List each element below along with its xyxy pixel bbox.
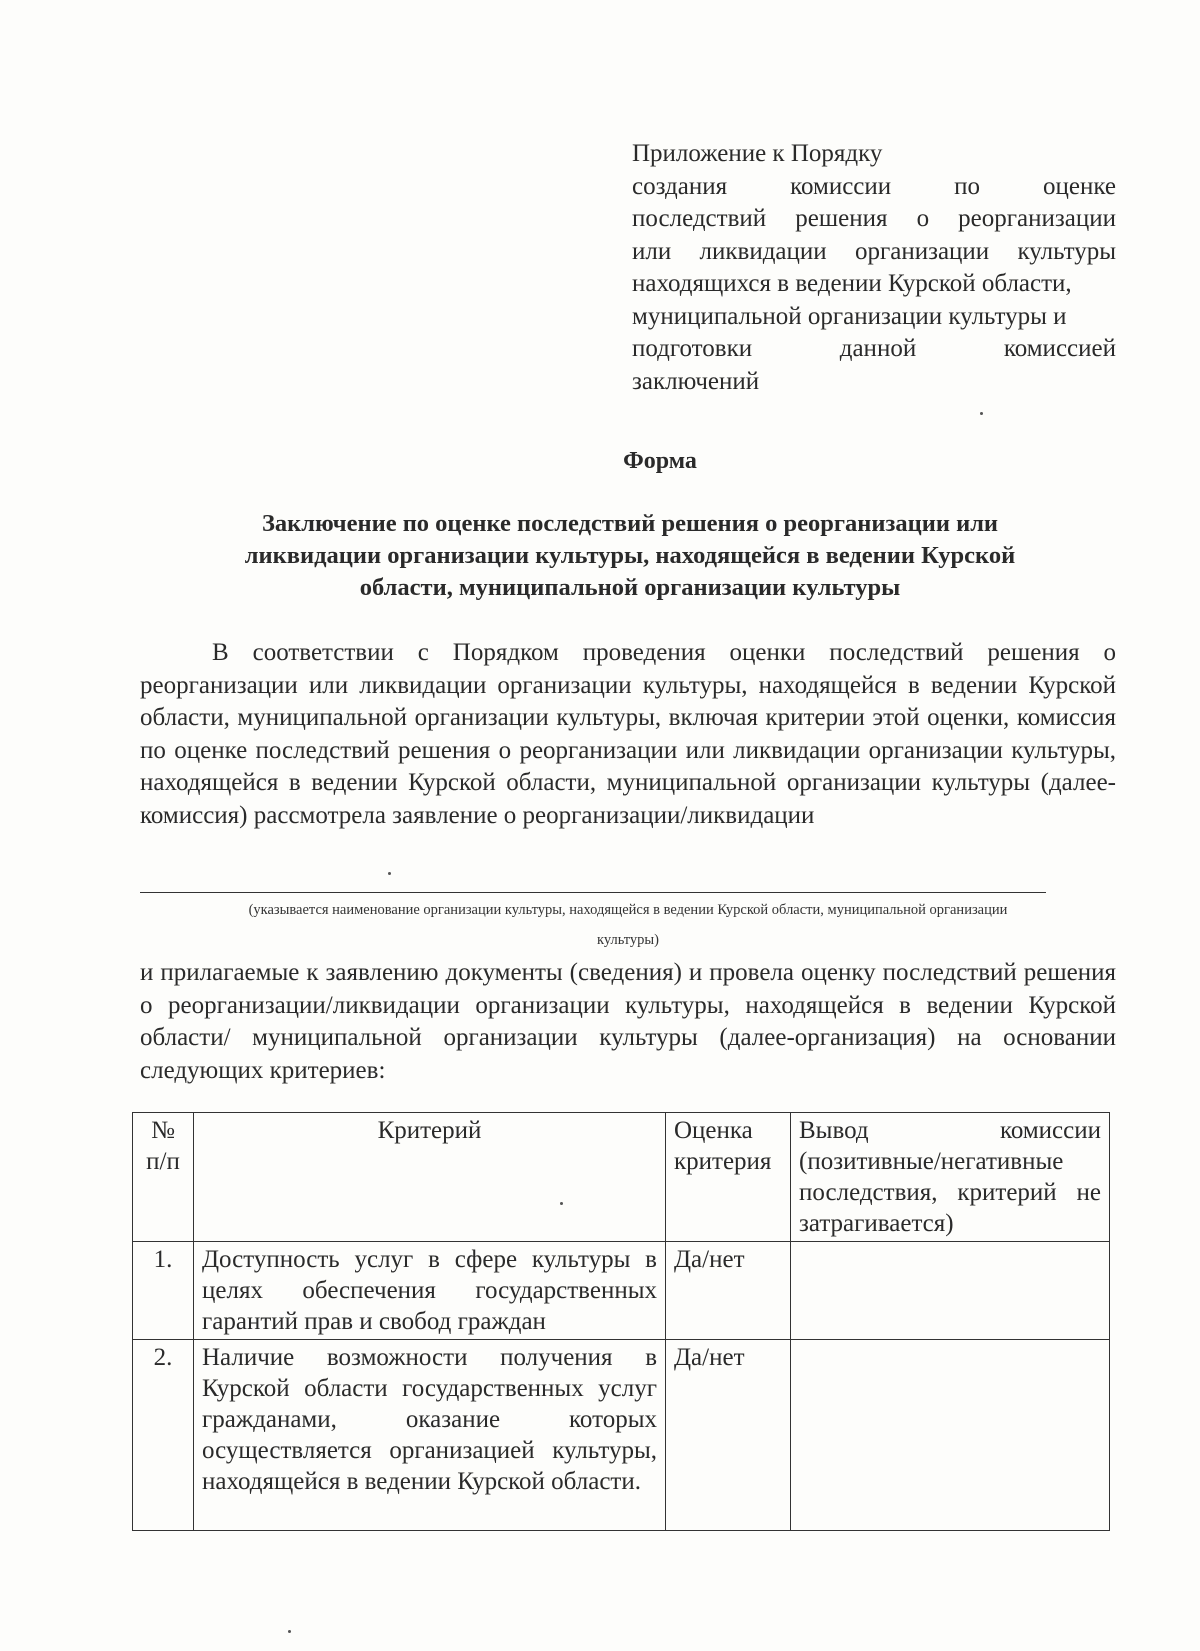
blank-caption-line: культуры) — [597, 932, 659, 948]
row-num: 2. — [133, 1340, 194, 1531]
form-label: Форма — [623, 448, 697, 474]
header-output-desc: (позитивные/негативные последствия, критерий не затрагивается) — [799, 1148, 1101, 1237]
blank-caption — [140, 895, 1116, 955]
intro-paragraph — [140, 637, 1116, 832]
appendix-header — [632, 138, 1116, 398]
scan-speck — [560, 1202, 563, 1205]
organization-name-blank — [140, 892, 1046, 893]
header-criterion: Критерий — [194, 1113, 666, 1242]
scan-speck — [388, 872, 391, 875]
title-line: Заключение по оценке последствий решения о реорганизации или — [261, 510, 999, 537]
appendix-line: заключений — [632, 367, 760, 395]
appendix-line: находящихся в ведении Курской области, — [632, 270, 1072, 297]
scan-speck — [288, 1630, 291, 1633]
criteria-table — [132, 1112, 1110, 1531]
appendix-line: муниципальной организации культуры и — [632, 302, 1067, 330]
document-title — [180, 508, 1080, 604]
appendix-line: создания комиссии по оценке — [632, 172, 1116, 200]
appendix-line: Приложение к Порядку — [632, 140, 883, 167]
header-num: № п/п — [133, 1113, 194, 1242]
header-output — [791, 1113, 1110, 1242]
blank-caption-line: (указывается наименование организации культуры, находящейся в ведении Курской области, муниципальной организации — [248, 902, 1008, 918]
scan-speck — [980, 412, 983, 415]
row-criterion: Наличие возможности получения в Курской области государственных услуг гражданами, оказание которых осуществляется организацией культуры, находящейся в ведении Курской области. — [194, 1340, 666, 1531]
criteria-paragraph: и прилагаемые к заявлению документы (сведения) и провела оценку последствий решения о реорганизации/ликвидации организации культуры, находящейся в ведении Курской области/ муниципальной организации культуры (далее-организация) на основании следующих критериев: — [140, 959, 1116, 1084]
title-line: ликвидации организации культуры, находящейся в ведении Курской — [244, 542, 1016, 569]
header-output-title: Вывод комиссии — [799, 1117, 1101, 1144]
appendix-line: или ликвидации организации культуры — [632, 237, 1116, 265]
table-header-row — [133, 1113, 1110, 1242]
table-row — [133, 1242, 1110, 1340]
row-criterion: Доступность услуг в сфере культуры в целях обеспечения государственных гарантий прав и свобод граждан — [194, 1242, 666, 1340]
appendix-line: последствий решения о реорганизации — [632, 205, 1116, 232]
row-score: Да/нет — [666, 1242, 791, 1340]
row-output — [791, 1242, 1110, 1340]
row-output — [791, 1340, 1110, 1531]
header-score: Оценка критерия — [666, 1113, 791, 1242]
row-score: Да/нет — [666, 1340, 791, 1531]
title-line: области, муниципальной организации культуры — [359, 574, 901, 601]
table-row — [133, 1340, 1110, 1531]
row-num: 1. — [133, 1242, 194, 1340]
intro-paragraph-text: В соответствии с Порядком проведения оценки последствий решения о реорганизации или ликвидации организации культуры, находящейся в ведении Курской области, муниципальной организации культуры, включая критерии этой оценки, комиссия по оценке последствий решения о реорганизации или ликвидации организации культуры, находящейся в ведении Курской области, муниципальной организации культуры (далее- комиссия) рассмотрела заявление о реорганизации/ликвидации — [140, 639, 1116, 829]
appendix-line: подготовки данной комиссией — [632, 335, 1116, 362]
